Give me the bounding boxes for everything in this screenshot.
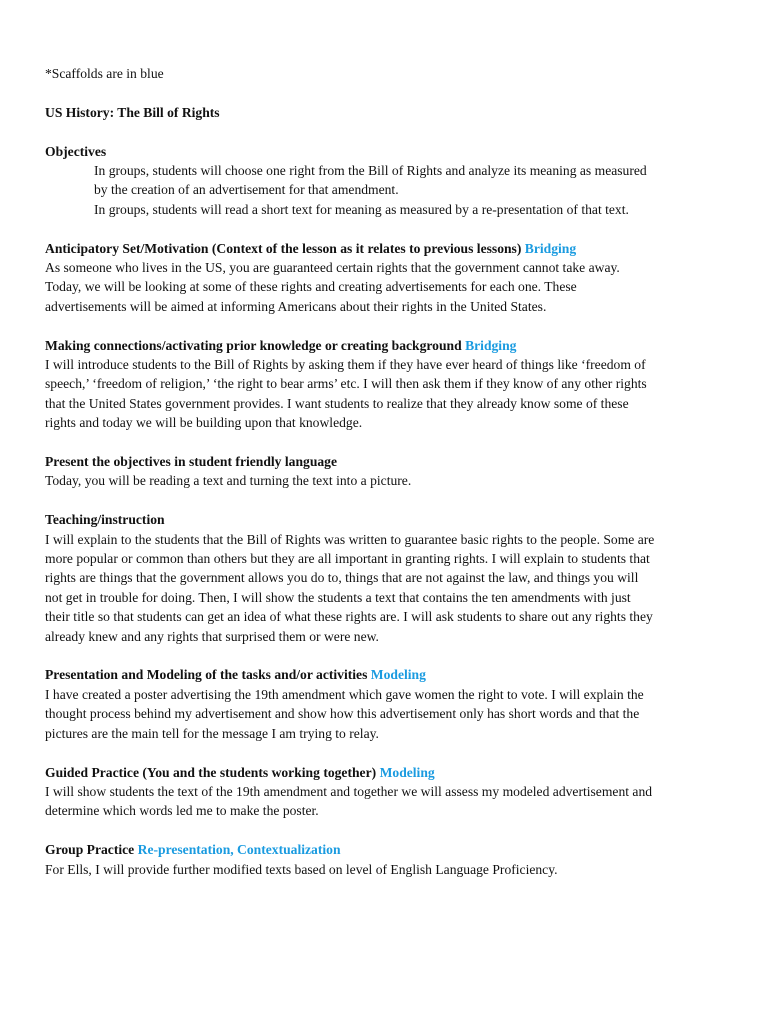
objective-2-line-1: In groups, students will read a short text for meaning as measured by a re-presentation of that text. xyxy=(94,201,629,217)
section-anticipatory-set xyxy=(45,239,725,317)
scaffold-note: *Scaffolds are in blue xyxy=(45,66,164,81)
spacer xyxy=(45,122,725,141)
scaffold-label: Modeling xyxy=(370,667,426,683)
section-line: I will show students the text of the 19th amendment and together we will assess my modeled advertisement and xyxy=(45,783,653,799)
section-line: that the United States government provides. I want students to realize that they already know some of these xyxy=(45,395,629,411)
section-line: I will introduce students to the Bill of Rights by asking them if they have ever heard of things like ‘freedom of xyxy=(45,357,646,373)
objectives-heading: Objectives xyxy=(45,143,107,159)
section-teaching-instruction xyxy=(45,510,725,646)
spacer xyxy=(45,83,725,102)
section-line: For Ells, I will provide further modified texts based on level of English Language Proficiency. xyxy=(45,861,558,877)
spacer xyxy=(45,743,725,762)
section-line: determine which words led me to make the poster. xyxy=(45,803,319,819)
section-line: already knew and any rights that surprised them or were new. xyxy=(45,628,379,644)
document-title: US History: The Bill of Rights xyxy=(45,104,220,120)
section-present-objectives xyxy=(45,452,725,491)
section-heading: Present the objectives in student friendly language xyxy=(45,454,337,470)
section-line: rights are things that the government allows you do to, things that are not against the law, and things you will xyxy=(45,570,639,586)
section-line: their title so that students can get an idea of what these rights are. I will ask students to share out any rights they xyxy=(45,609,653,625)
section-line: more popular or common than others but they are all important in granting rights. I will explain to students that xyxy=(45,551,650,567)
section-heading: Teaching/instruction xyxy=(45,512,165,528)
section-heading: Group Practice xyxy=(45,842,135,858)
section-line: As someone who lives in the US, you are guaranteed certain rights that the government cannot take away. xyxy=(45,260,620,276)
section-line: rights and today we will be building upon that knowledge. xyxy=(45,415,363,431)
section-line: advertisements will be aimed at informing Americans about their rights in the United States. xyxy=(45,298,547,314)
section-heading: Anticipatory Set/Motivation (Context of the lesson as it relates to previous lessons) xyxy=(45,240,522,256)
spacer xyxy=(45,646,725,665)
section-group-practice xyxy=(45,840,725,879)
scaffold-label: Modeling xyxy=(379,764,435,780)
spacer xyxy=(45,316,725,335)
section-line: Today, you will be reading a text and turning the text into a picture. xyxy=(45,473,412,489)
spacer xyxy=(45,491,725,510)
section-line: I have created a poster advertising the 19th amendment which gave women the right to vote. I will explain the xyxy=(45,686,644,702)
document-page xyxy=(45,64,725,879)
section-line: not get in trouble for doing. Then, I will show the students a text that contains the ten amendments with just xyxy=(45,589,631,605)
section-line: pictures are the main tell for the message I am trying to relay. xyxy=(45,725,379,741)
section-line: I will explain to the students that the Bill of Rights was written to guarantee basic rights to the people. Some are xyxy=(45,531,655,547)
section-line: Today, we will be looking at some of these rights and creating advertisements for each one. These xyxy=(45,279,577,295)
section-heading: Guided Practice (You and the students working together) xyxy=(45,764,377,780)
section-heading: Making connections/activating prior knowledge or creating background xyxy=(45,337,462,353)
spacer xyxy=(45,821,725,840)
section-making-connections xyxy=(45,336,725,433)
section-line: thought process behind my advertisement and show how this advertisement only has short words and that the xyxy=(45,706,640,722)
scaffold-label: Re-presentation, Contextualization xyxy=(137,842,341,858)
scaffold-label: Bridging xyxy=(465,337,517,353)
spacer xyxy=(45,219,725,238)
spacer xyxy=(45,433,725,452)
objectives-section xyxy=(45,142,725,220)
section-line: speech,’ ‘freedom of religion,’ ‘the right to bear arms’ etc. I will then ask them if they know of any other rights xyxy=(45,376,647,392)
section-presentation-modeling xyxy=(45,665,725,743)
section-guided-practice xyxy=(45,763,725,821)
section-heading: Presentation and Modeling of the tasks and/or activities xyxy=(45,667,368,683)
scaffold-label: Bridging xyxy=(524,240,577,256)
objective-1-line-1: In groups, students will choose one right from the Bill of Rights and analyze its meaning as measured xyxy=(94,163,647,178)
objective-1-line-2: by the creation of an advertisement for that amendment. xyxy=(94,182,399,198)
